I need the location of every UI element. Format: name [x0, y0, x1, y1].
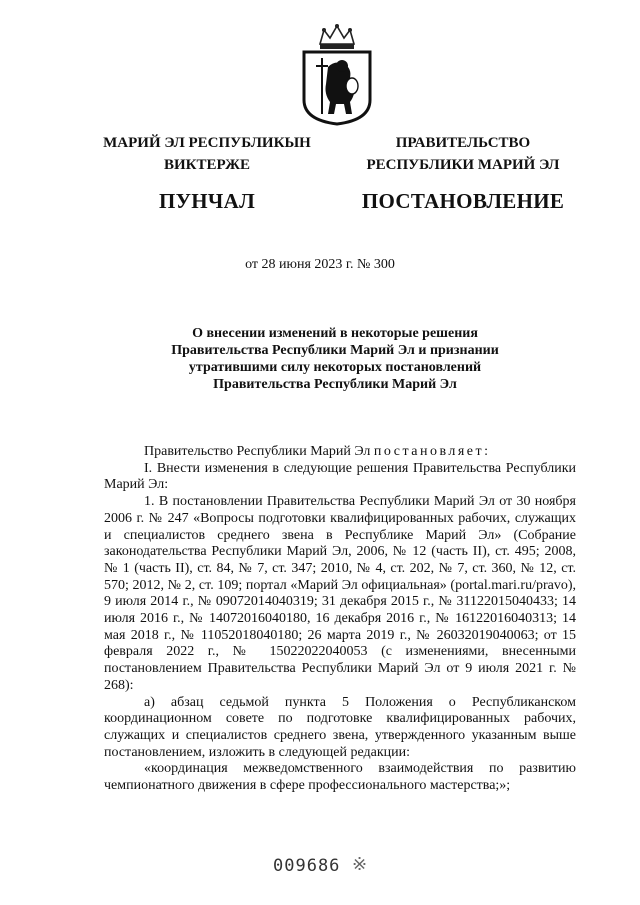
ornament-icon: ※: [352, 854, 368, 874]
subject-line: Правительства Республики Марий Эл: [213, 377, 457, 392]
paragraph-section-1: I. Внести изменения в следующие решения Правительства Республики Марий Эл:: [104, 460, 576, 493]
subject-line: Правительства Республики Марий Эл и признании: [171, 343, 499, 358]
document-body: [104, 444, 576, 795]
paragraph-item-1: 1. В постановлении Правительства Республики Марий Эл от 30 ноября 2006 г. № 247 «Вопросы подготовки квалифицированных рабочих, служащих и специалистов среднего звена в Республике Марий Эл» (Собрание законодательства Республики Марий Эл, 2006, № 12 (часть II), ст. 495; 2008, № 1 (часть II), ст. 84, № 7, ст. 347; 2010, № 4, ст. 202, № 7, ст. 360, № 12, ст. 570; 2012, № 2, ст. 109; портал «Марий Эл официальная» (portal.mari.ru/pravo), 9 июля 2014 г., № 09072014040319; 31 декабря 2015 г., № 31122015040433; 14 июля 2016 г., № 14072016040180, 16 декабря 2016 г., № 16122016040313; 14 мая 2018 г., № 11052018040180; 26 марта 2019 г., № 26032019040063; от 15 февраля 2022 г., № 15022022040053 (с изменениями, внесенными постановлением Правительства Республики Марий Эл от 9 июля 2021 г. № 268):: [104, 494, 576, 693]
coat-of-arms-icon: [300, 22, 374, 126]
header-left-title: ПУНЧАЛ: [158, 189, 256, 213]
header-mari-block: [92, 132, 322, 212]
header-russian-block: [352, 132, 574, 212]
intro-spaced-word: постановляет:: [373, 444, 491, 459]
form-serial-number: 009686: [273, 856, 341, 876]
intro-paragraph: [104, 444, 576, 461]
paragraph-quoted-text: «координация межведомственного взаимодействия по развитию чемпионатного движения в сфере профессионального мастерства;»;: [104, 761, 576, 794]
subject-line: О внесении изменений в некоторые решения: [192, 326, 478, 341]
intro-prefix: Правительство Республики Марий Эл: [144, 444, 374, 459]
header-left-line1: МАРИЙ ЭЛ РЕСПУБЛИКЫН: [103, 135, 311, 151]
subject-line: утратившими силу некоторых постановлений: [188, 360, 482, 375]
header-right-line2: РЕСПУБЛИКИ МАРИЙ ЭЛ: [366, 157, 560, 173]
header-right-title: ПОСТАНОВЛЕНИЕ: [361, 189, 565, 213]
document-subject: [140, 325, 530, 393]
header-left-line2: ВИКТЕРЖЕ: [163, 157, 251, 173]
document-date-number: от 28 июня 2023 г. № 300: [245, 257, 395, 272]
header-right-line1: ПРАВИТЕЛЬСТВО: [395, 135, 531, 151]
paragraph-subitem-a: а) абзац седьмой пункта 5 Положения о Республиканском координационном совете по подготовке квалифицированных рабочих, служащих и специалистов среднего звена, утвержденного указанным выше постановлением, изложить в следующей редакции:: [104, 694, 576, 760]
